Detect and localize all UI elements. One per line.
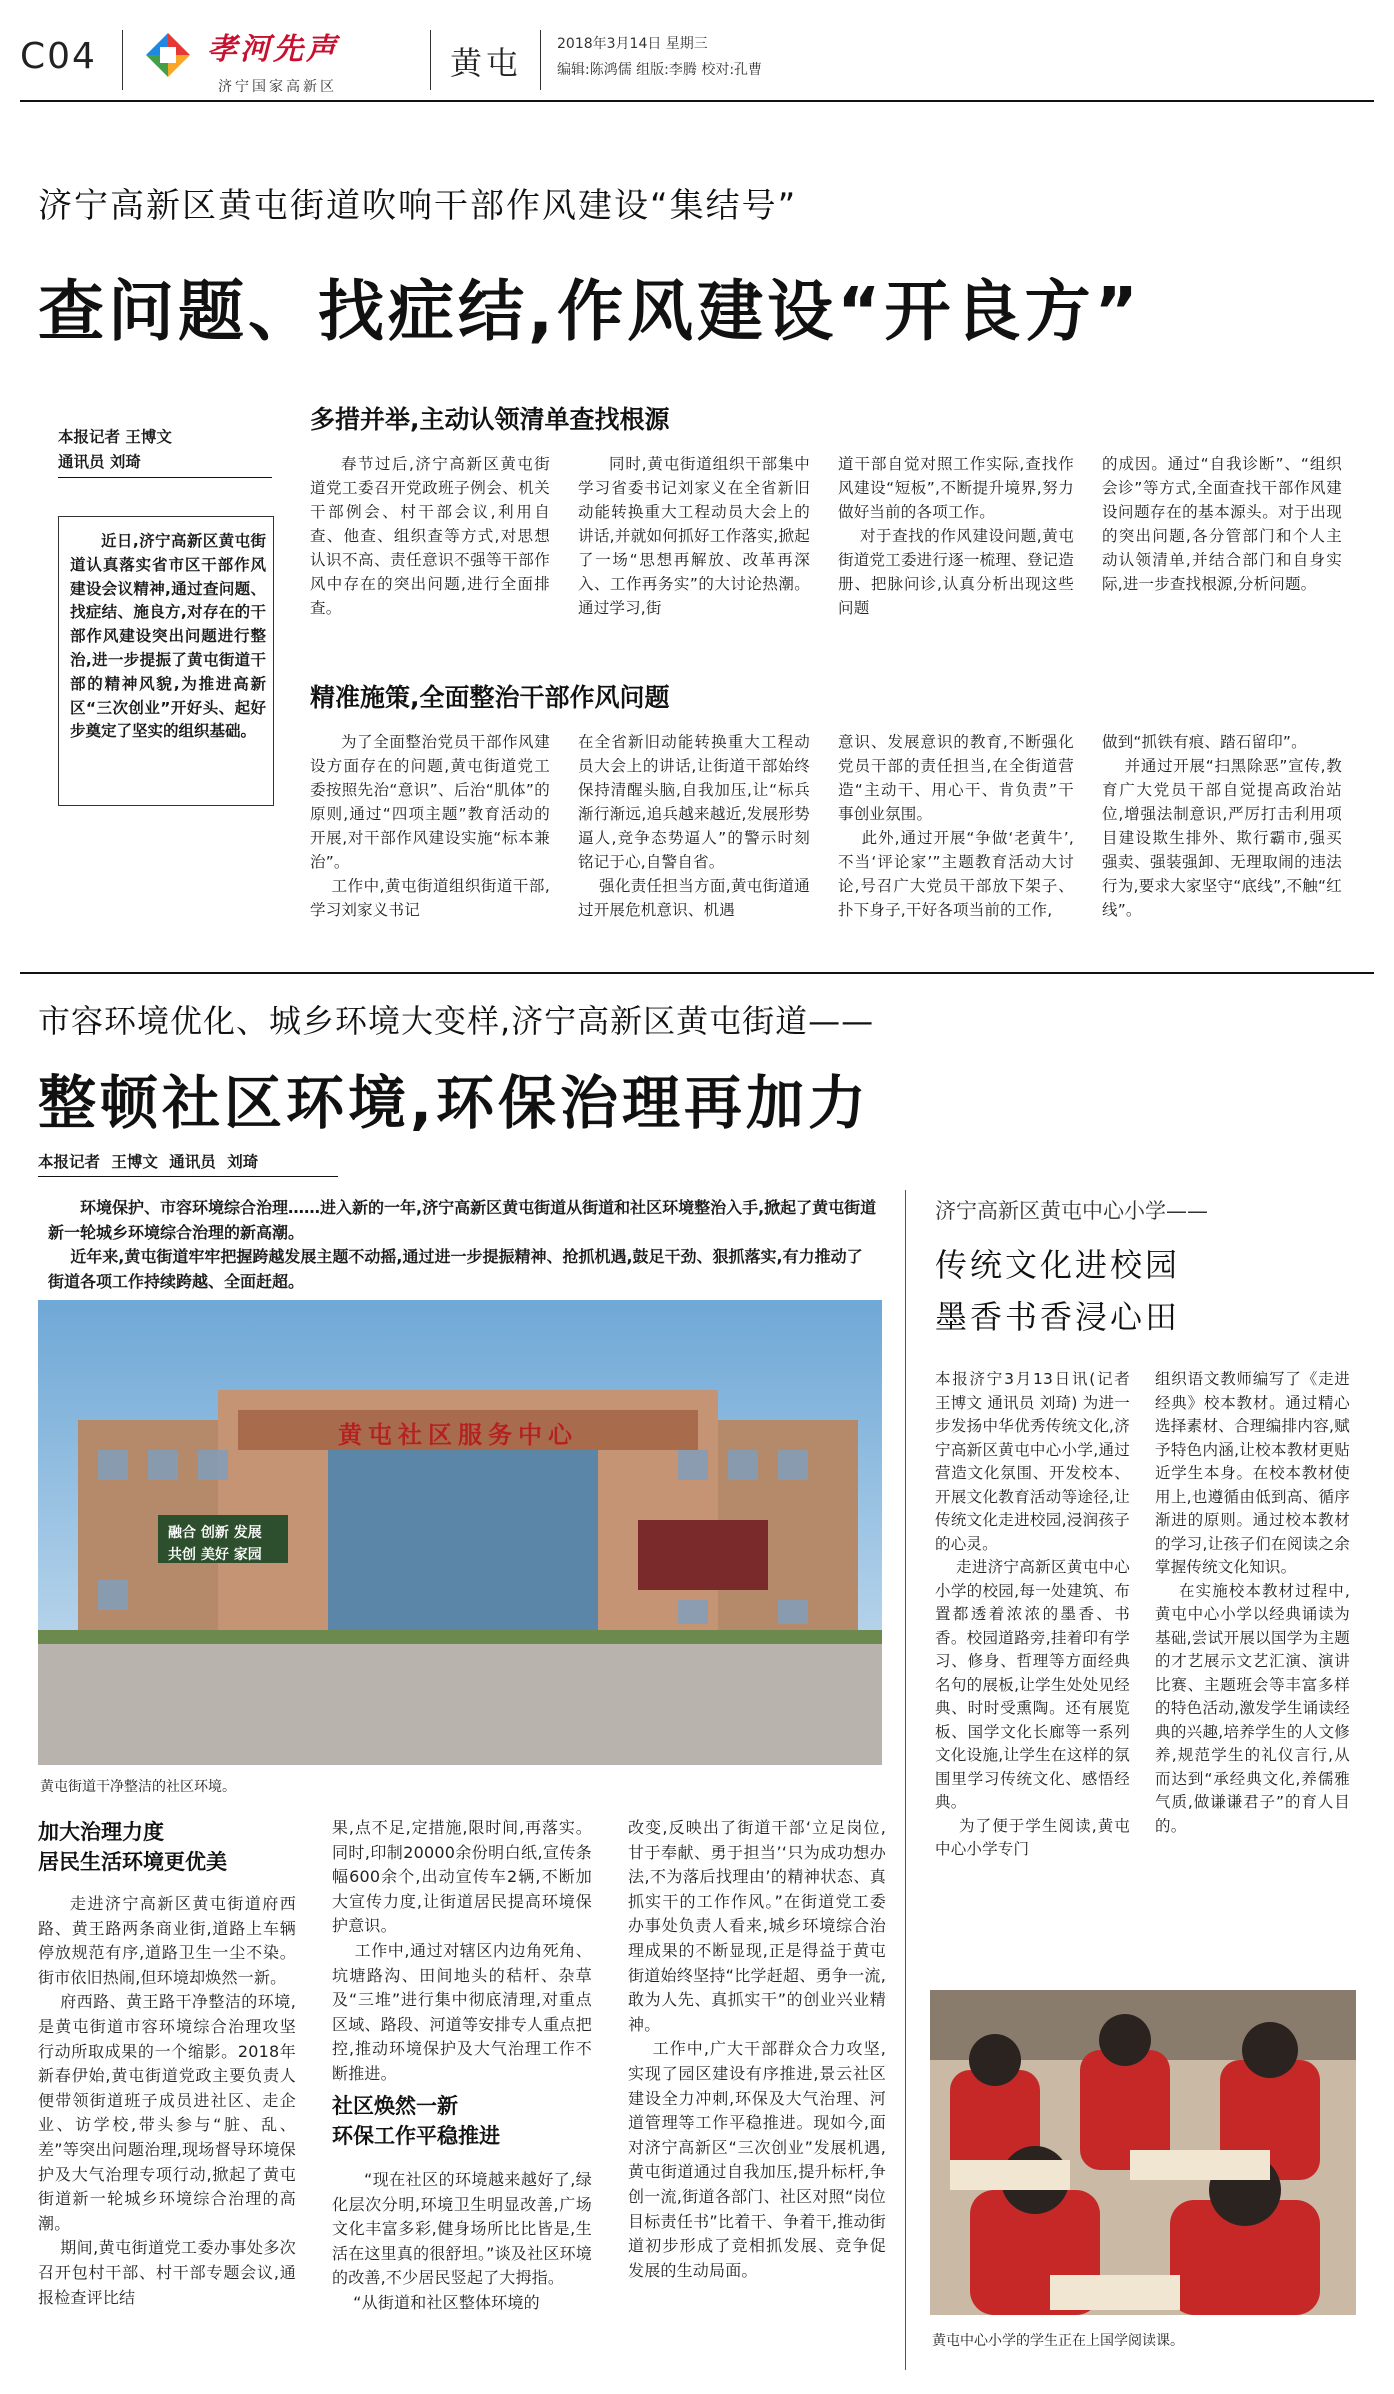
community-center-photo	[38, 1300, 882, 1765]
article1-lead: 近日,济宁高新区黄屯街道认真落实省市区干部作风建设会议精神,通过查问题、找症结、施良方,对存在的干部作风建设突出问题进行整治,进一步提振了黄屯街道干部的精神风貌,为推进高新区“三次创业”开好头、起好步奠定了坚实的组织基础。	[70, 532, 266, 741]
article2-col2a: 果,点不足,定措施,限时间,再落实。同时,印制20000余份明白纸,宣传条幅600余个,出动宣传车2辆,不断加大宣传力度,让街道居民提高环境保护意识。 工作中,通过对辖区内边角死角、坑塘路沟、田间地头的秸杆、杂草及“三堆”进行集中彻底清理,对重点区域、路段、河道等安排专人重点把控,推动环境保护及大气治理工作不断推进。	[332, 1818, 592, 2083]
photo-banner-1: 融合 创新 发展	[168, 1525, 262, 1541]
article1-byline-correspondent: 通讯员 刘琦	[58, 453, 141, 471]
article1-s1-col1: 春节过后,济宁高新区黄屯街道党工委召开党政班子例会、机关干部例会、村干部会议,利用自查、他查、组织查等方式,对思想认识不高、责任意识不强等干部作风中存在的突出问题,进行全面排查。	[310, 455, 550, 617]
students-reading-illustration	[930, 1990, 1356, 2315]
article3-headline-2: 墨香书香浸心田	[935, 1298, 1181, 1336]
article2-subhead-1b: 居民生活环境更优美	[38, 1850, 227, 1874]
article3-col1: 本报济宁3月13日讯(记者 王博文 通讯员 刘琦) 为进一步发扬中华优秀传统文化,济宁高新区黄屯中心小学,通过营造文化氛围、开发校本、开展文化教育活动等途径,让传统文化走进校园,浸润孩子的心灵。 走进济宁高新区黄屯中心小学的校园,每一处建筑、布置都透着浓浓的墨香、书香。校园道路旁,挂着印有学习、修身、哲理等方面经典名句的展板,让学生处处见经典、时时受熏陶。还有展览板、国学文化长廊等一系列文化设施,让学生在这样的氛围里学习传统文化、感悟经典。 为了便于学生阅读,黄屯中心小学专门	[935, 1370, 1131, 1858]
article1-s2-col1: 为了全面整治党员干部作风建设方面存在的问题,黄屯街道党工委按照先治“意识”、后治“肌体”的原则,通过“四项主题”教育活动的开展,对干部作风建设实施“标本兼治”。 工作中,黄屯街道组织街道干部,学习刘家义书记	[310, 733, 550, 919]
article2-col2b: “现在社区的环境越来越好了,绿化层次分明,环境卫生明显改善,广场文化丰富多彩,健身场所比比皆是,生活在这里真的很舒坦。”谈及社区环境的改善,不少居民竖起了大拇指。 “从街道和社区整体环境的	[332, 2170, 592, 2312]
byline-rule	[38, 1176, 338, 1177]
article2-subhead-2a: 社区焕然一新	[332, 2094, 458, 2118]
article3-col2: 组织语文教师编写了《走进经典》校本教材。通过精心选择素材、合理编排内容,赋予特色内涵,让校本教材更贴近学生本身。在校本教材使用上,也遵循由低到高、循序渐进的原则。通过校本教材的学习,让孩子们在阅读之余掌握传统文化知识。 在实施校本教材过程中,黄屯中心小学以经典诵读为基础,尝试开展以国学为主题的才艺展示文艺汇演、演讲比赛、主题班会等丰富多样的特色活动,激发学生诵读经典的兴趣,培养学生的人文修养,规范学生的礼仪言行,从而达到“承经典文化,养儒雅气质,做谦谦君子”的育人目的。	[1155, 1370, 1350, 1835]
article1-s1-col3: 道干部自觉对照工作实际,查找作风建设“短板”,不断提升境界,努力做好当前的各项工作。 对于查找的作风建设问题,黄屯街道党工委进行逐一梳理、登记造册、把脉问诊,认真分析出现这些问题	[838, 455, 1074, 617]
masthead-divider	[430, 30, 431, 90]
article1-byline-reporter: 本报记者 王博文	[58, 428, 172, 446]
column-divider	[905, 1190, 906, 2370]
photo1-caption: 黄屯街道干净整洁的社区环境。	[40, 1779, 236, 1795]
photo-building-sign: 黄屯社区服务中心	[338, 1421, 578, 1449]
article2-subhead-1a: 加大治理力度	[38, 1820, 164, 1844]
article3-kicker: 济宁高新区黄屯中心小学——	[935, 1199, 1208, 1223]
newspaper-logo-icon	[143, 30, 193, 80]
article2-headline: 整顿社区环境,环保治理再加力	[38, 1069, 871, 1137]
article1-s1-col2: 同时,黄屯街道组织干部集中学习省委书记刘家义在全省新旧动能转换重大工程动员大会上的讲话,并就如何抓好工作落实,掀起了一场“思想再解放、改革再深入、工作再务实”的大讨论热潮。通过学习,街	[578, 455, 810, 617]
students-reading-photo	[930, 1990, 1356, 2315]
article1-subhead-1: 多措并举,主动认领清单查找根源	[310, 405, 670, 434]
community-center-illustration	[38, 1300, 882, 1765]
article1-s2-col3: 意识、发展意识的教育,不断强化党员干部的责任担当,在全街道营造“主动干、用心干、肯负责”干事创业氛围。 此外,通过开展“争做‘老黄牛’,不当‘评论家’”主题教育活动大讨论,号召广大党员干部放下架子、扑下身子,干好各项当前的工作,	[838, 733, 1074, 919]
newspaper-subtitle: 济宁国家高新区	[218, 79, 337, 95]
article2-byline: 本报记者 王博文 通讯员 刘琦	[38, 1153, 259, 1171]
article3-headline-1: 传统文化进校园	[935, 1246, 1181, 1284]
section-separator	[20, 972, 1374, 974]
article1-kicker: 济宁高新区黄屯街道吹响干部作风建设“集结号”	[38, 186, 798, 226]
publication-date: 2018年3月14日 星期三	[557, 36, 708, 52]
article2-col3: 改变,反映出了街道干部‘立足岗位,甘于奉献、勇于担当’‘只为成功想办法,不为落后找理由’的精神状态、真抓实干的工作作风。”在街道党工委办事处负责人看来,城乡环境综合治理成果的不断显现,正是得益于黄屯街道始终坚持“比学赶超、勇争一流,敢为人先、真抓实干”的创业兴业精神。 工作中,广大干部群众合力攻坚,实现了园区建设有序推进,景云社区建设全力冲刺,环保及大气治理、河道管理等工作平稳推进。现如今,面对济宁高新区“三次创业”发展机遇,黄屯街道通过自我加压,提升标杆,争创一流,街道各部门、社区对照“岗位目标责任书”比着干、争着干,推动街道初步形成了竞相抓发展、竞争促发展的生动局面。	[628, 1818, 886, 2280]
article1-s2-col2: 在全省新旧动能转换重大工程动员大会上的讲话,让街道干部始终保持清醒头脑,自我加压,让“标兵渐行渐远,追兵越来越近,发展形势逼人,竞争态势逼人”的警示时刻铭记于心,自警自省。 强化责任担当方面,黄屯街道通过开展危机意识、机遇	[578, 733, 810, 919]
article2-kicker: 市容环境优化、城乡环境大变样,济宁高新区黄屯街道——	[38, 1002, 875, 1040]
section-name: 黄屯	[450, 44, 523, 82]
masthead-rule	[20, 100, 1374, 102]
newspaper-name: 孝河先声	[207, 32, 339, 67]
masthead-divider	[540, 30, 541, 90]
article2-lead: 环境保护、市容环境综合治理……进入新的一年,济宁高新区黄屯街道从街道和社区环境整治入手,掀起了黄屯街道新一轮城乡环境综合治理的新高潮。 近年来,黄屯街道牢牢把握跨越发展主题不动摇,通过进一步提振精神、抢抓机遇,鼓足干劲、狠抓落实,有力推动了街道各项工作持续跨越、全面赶超。	[48, 1198, 877, 1291]
article2-subhead-2b: 环保工作平稳推进	[332, 2124, 500, 2148]
article2-col1: 走进济宁高新区黄屯街道府西路、黄王路两条商业街,道路上车辆停放规范有序,道路卫生一尘不染。街市依旧热闹,但环境却焕然一新。 府西路、黄王路干净整洁的环境,是黄屯街道市容环境综合治理攻坚行动所取成果的一个缩影。2018年新春伊始,黄屯街道党政主要负责人便带领街道班子成员进社区、走企业、访学校,带头参与“脏、乱、差”等突出问题治理,现场督导环境保护及大气治理专项行动,掀起了黄屯街道新一轮城乡环境综合治理的高潮。 期间,黄屯街道党工委办事处多次召开包村干部、村干部专题会议,通报检查评比结	[38, 1894, 296, 2307]
masthead-divider	[122, 30, 123, 90]
photo-banner-2: 共创 美好 家园	[168, 1547, 262, 1563]
page-number: C04	[20, 36, 97, 77]
photo2-caption: 黄屯中心小学的学生正在上国学阅读课。	[932, 2333, 1184, 2349]
article1-s2-col4: 做到“抓铁有痕、踏石留印”。 并通过开展“扫黑除恶”宣传,教育广大党员干部自觉提高政治站位,增强法制意识,严厉打击利用项目建设欺生排外、欺行霸市,强买强卖、强装强卸、无理取闹的违法行为,要求大家坚守“底线”,不触“红线”。	[1102, 733, 1342, 919]
editorial-staff: 编辑:陈鸿儒 组版:李腾 校对:孔曹	[557, 62, 763, 78]
byline-rule	[58, 477, 272, 478]
article1-headline: 查问题、找症结,作风建设“开良方”	[38, 273, 1142, 350]
article1-subhead-2: 精准施策,全面整治干部作风问题	[310, 683, 670, 712]
article1-s1-col4: 的成因。通过“自我诊断”、“组织会诊”等方式,全面查找干部作风建设问题存在的基本源头。对于出现的突出问题,各分管部门和个人主动认领清单,并结合部门和自身实际,进一步查找根源,分析问题。	[1102, 455, 1342, 593]
